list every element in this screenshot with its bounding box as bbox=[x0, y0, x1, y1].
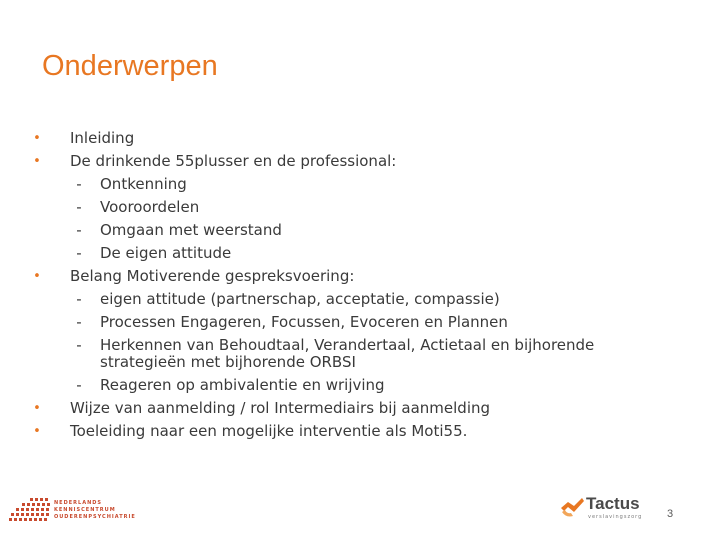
tactus-logo-icon bbox=[558, 494, 586, 520]
subtopic-text: Processen Engageren, Focussen, Evoceren en Plannen bbox=[100, 313, 508, 331]
topic-text: Wijze van aanmelding / rol Intermediairs bij aanmelding bbox=[70, 399, 491, 417]
subtopic-text: Ontkenning bbox=[100, 175, 187, 193]
topic-item bbox=[30, 265, 650, 288]
nkop-logo bbox=[8, 496, 136, 524]
subtopic-item bbox=[30, 219, 650, 242]
tactus-logo-tagline: verslavingszorg bbox=[588, 514, 643, 520]
subtopic-item bbox=[30, 334, 650, 374]
topic-text: Toeleiding naar een mogelijke interventie als Moti55. bbox=[70, 422, 468, 440]
subtopic-item bbox=[30, 374, 650, 397]
bullet-icon: • bbox=[33, 131, 41, 146]
topic-item bbox=[30, 397, 650, 420]
subtopic-item bbox=[30, 242, 650, 265]
topic-item bbox=[30, 420, 650, 443]
topic-text: Belang Motiverende gespreksvoering: bbox=[70, 267, 355, 285]
topic-text: Inleiding bbox=[70, 129, 135, 147]
subtopic-item bbox=[30, 196, 650, 219]
slide-title: Onderwerpen bbox=[42, 50, 218, 82]
topic-list bbox=[30, 127, 650, 443]
nkop-logo-line: NEDERLANDS bbox=[54, 500, 103, 506]
nkop-logo-icon bbox=[8, 496, 52, 524]
dash-icon: - bbox=[76, 313, 82, 331]
subtopic-item bbox=[30, 311, 650, 334]
topic-item bbox=[30, 127, 650, 150]
topic-item bbox=[30, 150, 650, 173]
subtopic-text: Vooroordelen bbox=[100, 198, 200, 216]
topic-text: De drinkende 55plusser en de professional: bbox=[70, 152, 397, 170]
subtopic-text: Herkennen van Behoudtaal, Verandertaal, Actietaal en bijhorende strategieën met bijhorende ORBSI bbox=[100, 336, 595, 371]
dash-icon: - bbox=[76, 198, 82, 216]
subtopic-item bbox=[30, 173, 650, 196]
subtopic-text: eigen attitude (partnerschap, acceptatie, compassie) bbox=[100, 290, 500, 308]
dash-icon: - bbox=[76, 290, 82, 308]
subtopic-text: Omgaan met weerstand bbox=[100, 221, 282, 239]
dash-icon: - bbox=[76, 336, 82, 354]
nkop-logo-line: OUDERENPSYCHIATRIE bbox=[54, 514, 136, 520]
bullet-icon: • bbox=[33, 401, 41, 416]
bullet-icon: • bbox=[33, 424, 41, 439]
subtopic-text: De eigen attitude bbox=[100, 244, 232, 262]
subtopic-item bbox=[30, 288, 650, 311]
dash-icon: - bbox=[76, 175, 82, 193]
bullet-icon: • bbox=[33, 154, 41, 169]
tactus-logo-name: Tactus bbox=[586, 494, 640, 513]
page-number: 3 bbox=[667, 508, 674, 520]
bullet-icon: • bbox=[33, 269, 41, 284]
dash-icon: - bbox=[76, 376, 82, 394]
nkop-logo-line: KENNISCENTRUM bbox=[54, 507, 116, 513]
tactus-logo bbox=[558, 494, 658, 522]
dash-icon: - bbox=[76, 221, 82, 239]
subtopic-text: Reageren op ambivalentie en wrijving bbox=[100, 376, 385, 394]
dash-icon: - bbox=[76, 244, 82, 262]
